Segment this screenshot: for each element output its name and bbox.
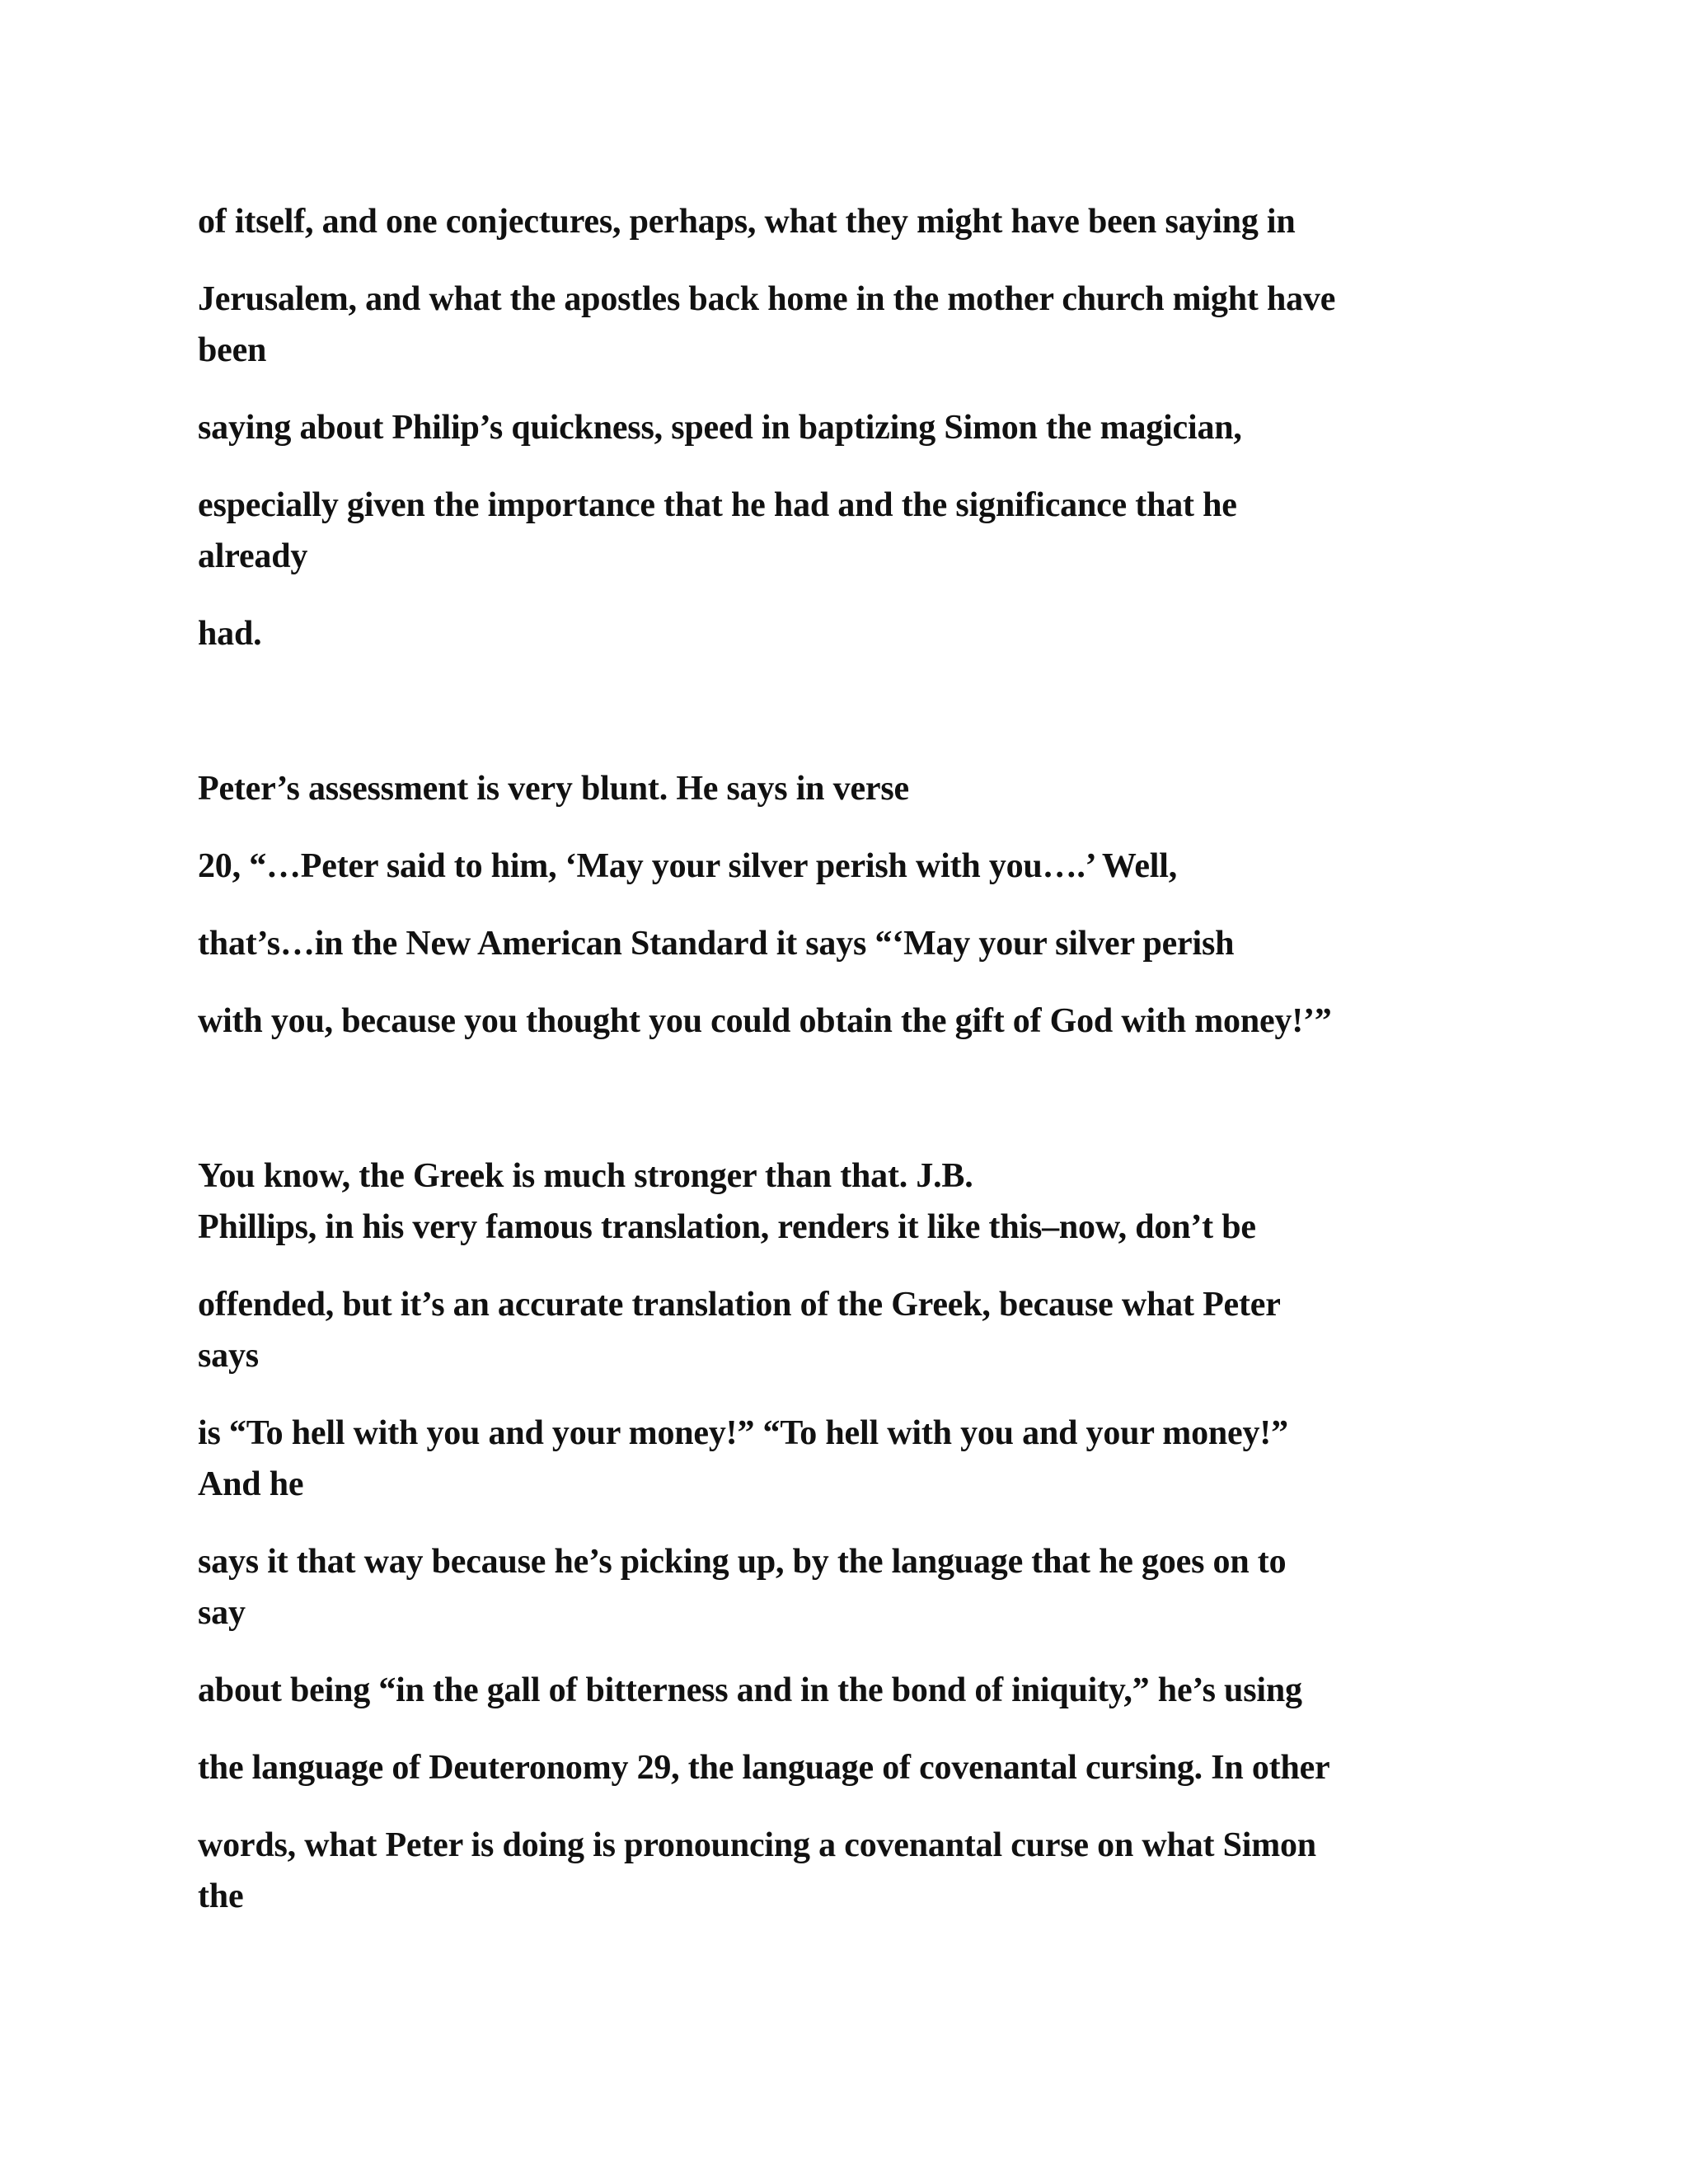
text-line: about being “in the gall of bitterness and in the bond of iniquity,” he’s using	[198, 1671, 1302, 1709]
paragraph-1	[198, 196, 1484, 659]
text-line: offended, but it’s an accurate translation of the Greek, because what Peter	[198, 1286, 1281, 1324]
text-line: especially given the importance that he had and the significance that he	[198, 486, 1237, 524]
text-line: Phillips, in his very famous translation, renders it like this–now, don’t be	[198, 1208, 1256, 1246]
text-line: with you, because you thought you could obtain the gift of God with money!’”	[198, 1002, 1332, 1040]
paragraph-3	[198, 1151, 1484, 1922]
text-line-wrap: says	[198, 1337, 259, 1375]
text-line: 20, “…Peter said to him, ‘May your silver perish with you….’ Well,	[198, 847, 1178, 885]
text-line: Peter’s assessment is very blunt. He says in verse	[198, 770, 909, 808]
text-line: saying about Philip’s quickness, speed in baptizing Simon the magician,	[198, 409, 1242, 447]
text-line: words, what Peter is doing is pronouncing a covenantal curse on what Simon	[198, 1826, 1316, 1864]
text-line: had.	[198, 615, 262, 653]
text-line-wrap: say	[198, 1594, 246, 1632]
text-line: You know, the Greek is much stronger than that. J.B.	[198, 1157, 973, 1195]
text-line: that’s…in the New American Standard it says “‘May your silver perish	[198, 925, 1235, 963]
text-line-wrap: already	[198, 537, 308, 575]
transcript-body	[198, 196, 1484, 1922]
text-line: is “To hell with you and your money!” “To hell with you and your money!”	[198, 1414, 1288, 1452]
text-line-wrap: the	[198, 1877, 244, 1915]
text-line: says it that way because he’s picking up, by the language that he goes on to	[198, 1543, 1287, 1581]
paragraph-2	[198, 763, 1484, 1047]
text-line: the language of Deuteronomy 29, the language of covenantal cursing. In other	[198, 1749, 1330, 1787]
text-line-wrap: And he	[198, 1465, 304, 1503]
text-line-wrap: been	[198, 331, 267, 369]
text-line: Jerusalem, and what the apostles back home in the mother church might have	[198, 280, 1336, 318]
text-line: of itself, and one conjectures, perhaps, what they might have been saying in	[198, 203, 1296, 241]
